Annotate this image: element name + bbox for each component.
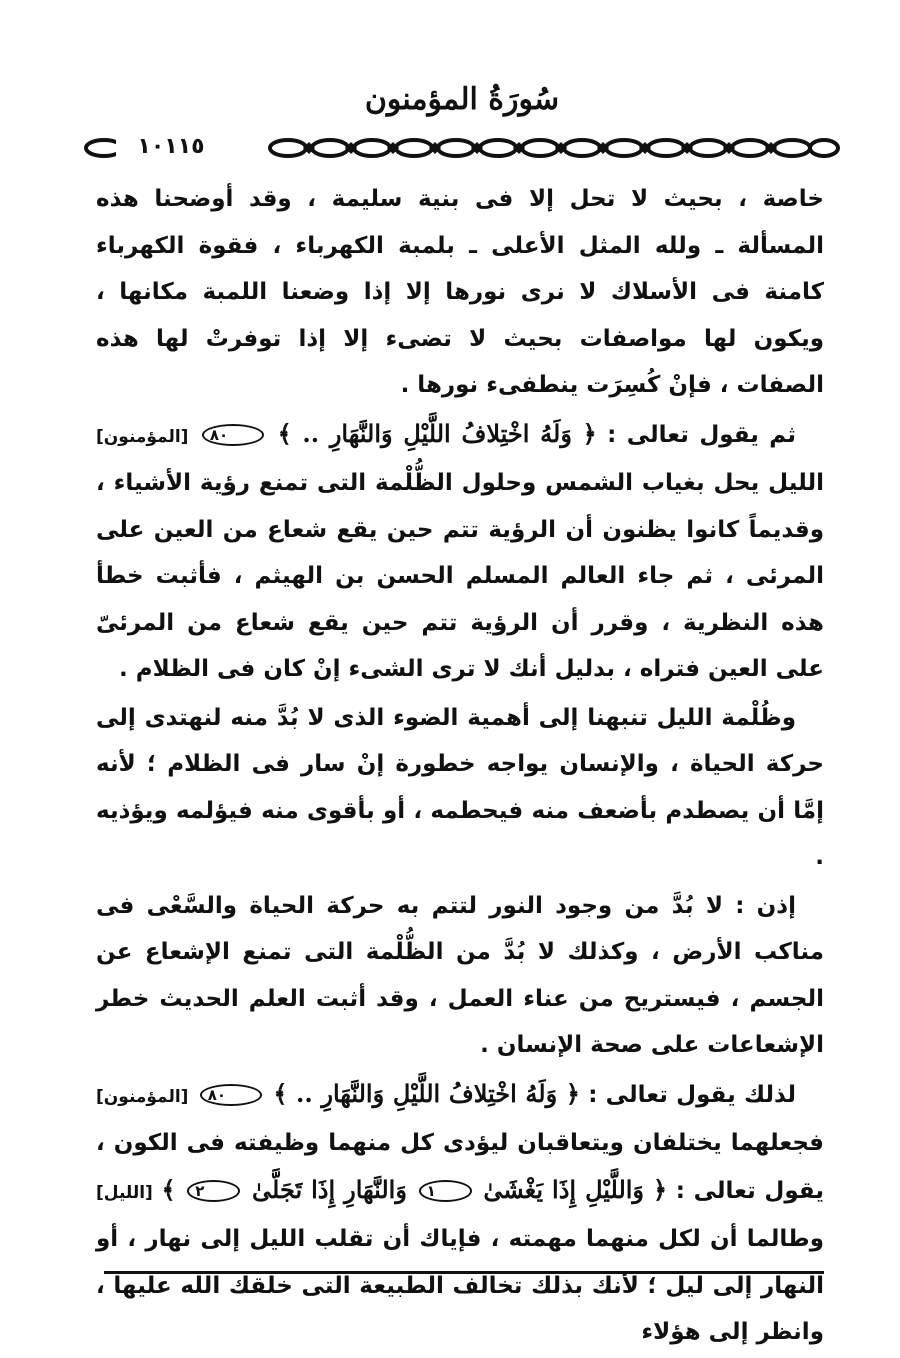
- ayah-number-badge: ١: [419, 1180, 472, 1202]
- surah-reference: [الليل]: [96, 1182, 153, 1203]
- paragraph-text: إذن : لا بُدَّ من وجود النور لتتم به حركة الحياة والسَّعْى فى مناكب الأرض ، وكذلك لا بُدَّ من الظُّلْمة التى تمنع الإشعاع عن الجسم ، فيستريح من عناء العمل ، وقد أثبت العلم الحديث خطر الإشعاعات على صحة الإنسان .: [96, 892, 824, 1058]
- surah-reference: [المؤمنون]: [96, 1086, 189, 1107]
- page-header: [82, 72, 842, 162]
- paragraph-text: وطالما أن لكل منهما مهمته ، فإياك أن تقلب الليل إلى نهار ، أو النهار إلى ليل ؛ لأنك بذلك تخالف الطبيعة التى خلقك الله عليها ، وانظر إلى هؤلاء: [96, 1226, 824, 1345]
- surah-reference: [المؤمنون]: [96, 426, 189, 447]
- paragraph-3: [96, 695, 824, 881]
- quran-verse-close: ﴾: [161, 1174, 176, 1204]
- page-number: ١٠١١٥: [116, 132, 226, 162]
- paragraph-intro: لذلك يقول تعالى :: [588, 1081, 796, 1108]
- paragraph-4: [96, 883, 824, 1069]
- paragraph-1: [96, 176, 824, 409]
- quran-verse: ﴿ وَلَهُ اخْتِلافُ اللَّيْلِ وَالنَّهَارِ .. ﴾: [277, 418, 597, 448]
- paragraph-text: خاصة ، بحيث لا تحل إلا فى بنية سليمة ، وقد أوضحنا هذه المسألة ـ ولله المثل الأعلى ـ بلمبة الكهرباء ، فقوة الكهرباء كامنة فى الأسلاك لا نرى نورها إلا إذا وضعنا اللمبة مكانها ، ويكون لها مواصفات بحيث لا تضىء إلا إذا توفرتْ لها هذه الصفات ، فإنْ كُسِرَت ينطفىء نورها .: [96, 186, 824, 398]
- footer-rule: [104, 1271, 824, 1274]
- paragraph-text: فجعلهما يختلفان ويتعاقبان ليؤدى كل منهما وظيفته فى الكون ، يقول تعالى :: [96, 1130, 824, 1204]
- quran-verse-part-1: ﴿ وَاللَّيْلِ إِذَا يَغْشَىٰ: [483, 1174, 668, 1204]
- ayah-number-badge: ٨٠: [200, 1084, 262, 1106]
- quran-verse: ﴿ وَلَهُ اخْتِلافُ اللَّيْلِ وَالنَّهَارِ .. ﴾: [273, 1078, 580, 1108]
- ayah-number-badge: ٢: [187, 1180, 240, 1202]
- paragraph-text: وظُلْمة الليل تنبهنا إلى أهمية الضوء الذى لا بُدَّ منه لنهتدى إلى حركة الحياة ، والإنسان يواجه خطورة إنْ سار فى الظلام ؛ لأنه إمَّا أن يصطدم بأضعف منه فيحطمه ، أو بأقوى منه فيؤلمه ويؤذيه .: [96, 704, 824, 870]
- surah-title: سُورَةُ المؤمنون: [364, 82, 560, 117]
- paragraph-5: [96, 1071, 824, 1356]
- quran-verse-part-2: وَالنَّهَارِ إِذَا تَجَلَّىٰ: [252, 1174, 407, 1204]
- paragraph-text: الليل يحل بغياب الشمس وحلول الظُّلْمة التى تمنع رؤية الأشياء ، وقديماً كانوا يظنون أن الرؤية تتم حين يقع شعاع من العين على المرئى ، ثم جاء العالم المسلم الحسن بن الهيثم ، فأثبت خطأ هذه النظرية ، وقرر أن الرؤية تتم حين يقع شعاع من المرئىّ على العين فتراه ، بدليل أنك لا ترى الشىء إنْ كان فى الظلام .: [96, 470, 824, 682]
- paragraph-intro: ثم يقول تعالى :: [607, 421, 796, 448]
- ayah-number-badge: ٨٠: [202, 424, 264, 446]
- page-body: [96, 176, 824, 1358]
- paragraph-2: [96, 411, 824, 693]
